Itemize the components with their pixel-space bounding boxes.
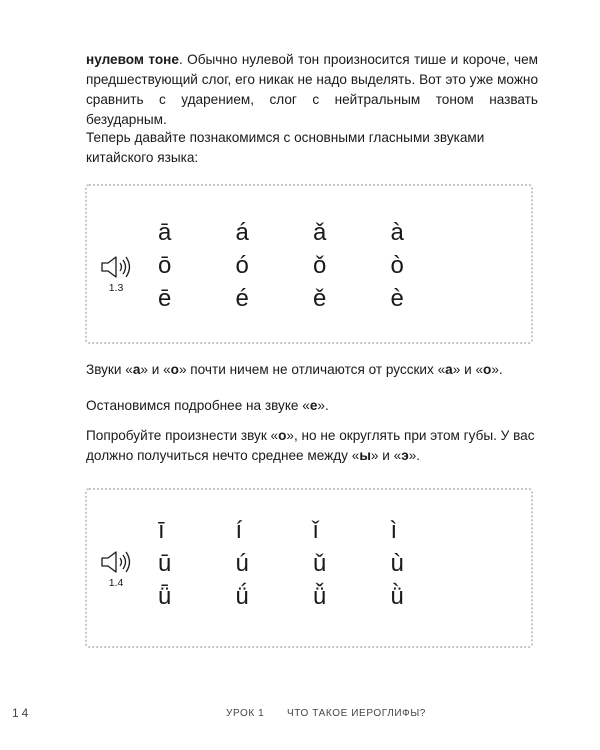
vowel: ú [235,550,249,577]
vowel: ǐ [313,517,319,544]
vowel: á [235,219,249,246]
vowel: ō [158,252,172,279]
vowel: ǒ [313,252,327,279]
bold-letter: а [132,362,141,377]
paragraph-intro-vowels [86,128,538,168]
audio-track-1-3[interactable] [96,254,136,294]
text-run: Звуки « [86,362,133,377]
vowel: ǔ [313,550,327,577]
audio-code: 1.3 [108,282,124,294]
vowel-grid-1 [150,216,460,315]
paragraph-pronounce [86,426,538,466]
audio-track-1-4[interactable] [96,549,136,589]
text-run: ». [408,448,421,463]
text-run: Остановимся подробнее на звуке « [86,398,310,413]
vowel: ì [390,517,398,544]
vowel: ē [158,285,172,312]
paragraph-text: . Обычно нулевой тон произносится тише и короче, чем предшествующий слог, его никак не надо выделять. Вот это уже можно сравнить с ударением, слог с нейтральным тоном назвать безударным. [86,52,539,127]
text-run: » почти ничем не отличаются от русских « [178,362,446,377]
vowel: à [390,219,404,246]
vowel: ǜ [390,583,404,610]
vowel: ù [390,550,404,577]
bold-letter: а [445,362,453,377]
text-run: ». [317,398,329,413]
speaker-icon [99,549,133,575]
vowel-grid-2 [150,514,460,613]
paragraph-e [86,396,538,416]
vowel: é [235,285,249,312]
page-number: 14 [12,706,32,720]
footer-chapter: ЧТО ТАКОЕ ИЕРОГЛИФЫ? [287,708,426,719]
vowel: ǎ [313,219,327,246]
text-run: Попробуйте произнести звук « [86,428,279,443]
vowel: ū [158,550,172,577]
vowel: ě [313,285,327,312]
vowel: ó [235,252,249,279]
vowel: ī [158,517,165,544]
text-run: » и « [370,448,402,463]
text-run: ». [491,362,503,377]
footer-lesson: УРОК 1 [226,708,265,719]
speaker-icon [99,254,133,280]
bold-letter: о [483,362,492,377]
vowel: ā [158,219,172,246]
vowel: ǘ [235,583,249,610]
text-run: », но не округлять при этом губы. У вас должно получиться нечто среднее между « [86,428,535,463]
paragraph-a-o [86,360,538,380]
vowel: è [390,285,404,312]
vowel: ò [390,252,404,279]
bold-term: нулевом тоне [86,52,179,67]
bold-letter: э [401,448,409,463]
vowel: ǖ [158,583,172,610]
bold-letter: е [309,398,318,413]
vowel: í [235,517,243,544]
text-run: » и « [140,362,171,377]
bold-letter: о [278,428,287,443]
bold-letter: о [170,362,179,377]
vowel: ǚ [313,583,327,610]
paragraph-zero-tone [86,50,538,130]
audio-code: 1.4 [108,577,124,589]
text-run: » и « [452,362,484,377]
bold-letter: ы [359,448,371,463]
paragraph-text: Теперь давайте познакомимся с основными гласными звуками китайского языка: [86,130,485,165]
